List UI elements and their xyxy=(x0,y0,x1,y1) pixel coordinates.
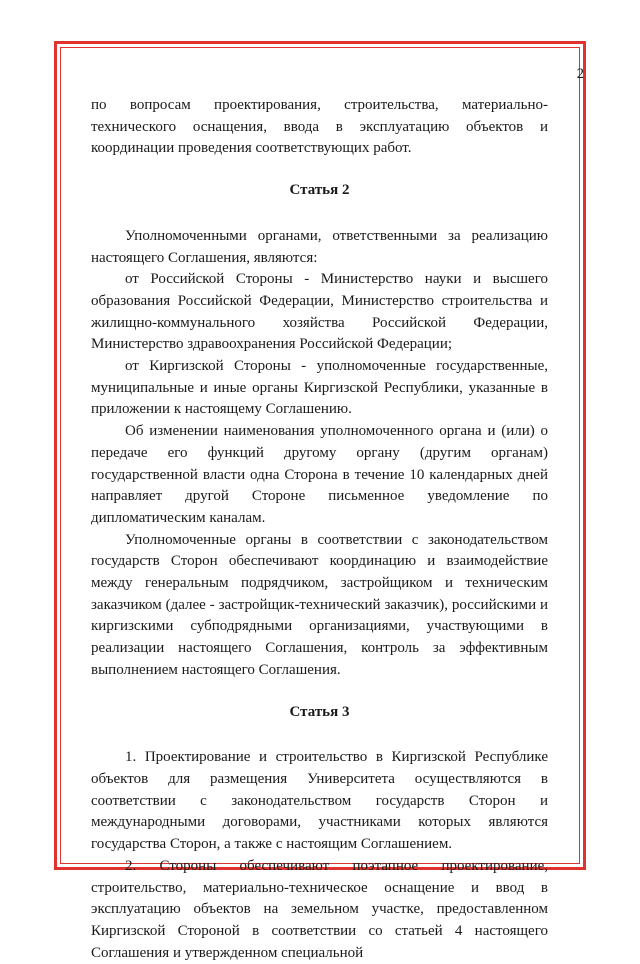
page-number: 2 xyxy=(576,66,584,82)
paragraph: Уполномоченными органами, ответственными за реализацию настоящего Соглашения, являются: xyxy=(91,227,548,266)
paragraph: 1. Проектирование и строительство в Киргизской Республике объектов для размещения Университета осуществляются в соответствии с законодательством государств Сторон и международными договорами, участниками которых являются государства Сторон, а также с настоящим Соглашением. xyxy=(91,749,548,853)
article-heading: Статья 2 xyxy=(289,182,350,199)
paragraph: Уполномоченные органы в соответствии с законодательством государств Сторон обеспечивают координацию и взаимодействие между генеральным подрядчиком, застройщиком и техническим заказчиком (далее - застройщик-технический заказчик), российскими и киргизскими субподрядными организациями, участвующими в реализации настоящего Соглашения, контроль за эффективным выполнением настоящего Соглашения. xyxy=(91,531,548,678)
document-body xyxy=(91,95,548,964)
paragraph: 2. Стороны обеспечивают поэтапное проектирование, строительство, материально-техническое оснащение и ввод в эксплуатацию объектов на земельном участке, предоставленном Киргизской Стороной в соответствии со статьей 4 настоящего Соглашения и утвержденном специальной xyxy=(91,857,548,961)
paragraph: от Киргизской Стороны - уполномоченные государственные, муниципальные и иные органы Киргизской Республики, указанные в приложении к настоящему Соглашению. xyxy=(91,358,548,418)
paragraph: по вопросам проектирования, строительства, материально-технического оснащения, ввода в эксплуатацию объектов и координации проведения соответствующих работ. xyxy=(91,97,548,157)
paragraph: от Российской Стороны - Министерство науки и высшего образования Российской Федерации, Министерство строительства и жилищно-коммунального хозяйства Российской Федерации, Министерство здравоохранения Российской Федерации; xyxy=(91,271,548,353)
article-heading: Статья 3 xyxy=(289,703,350,720)
paragraph: Об изменении наименования уполномоченного органа и (или) о передаче его функций другому органу (другим органам) государственной власти одна Сторона в течение 10 календарных дней направляет другой Стороне письменное уведомление по дипломатическим каналам. xyxy=(91,423,548,526)
